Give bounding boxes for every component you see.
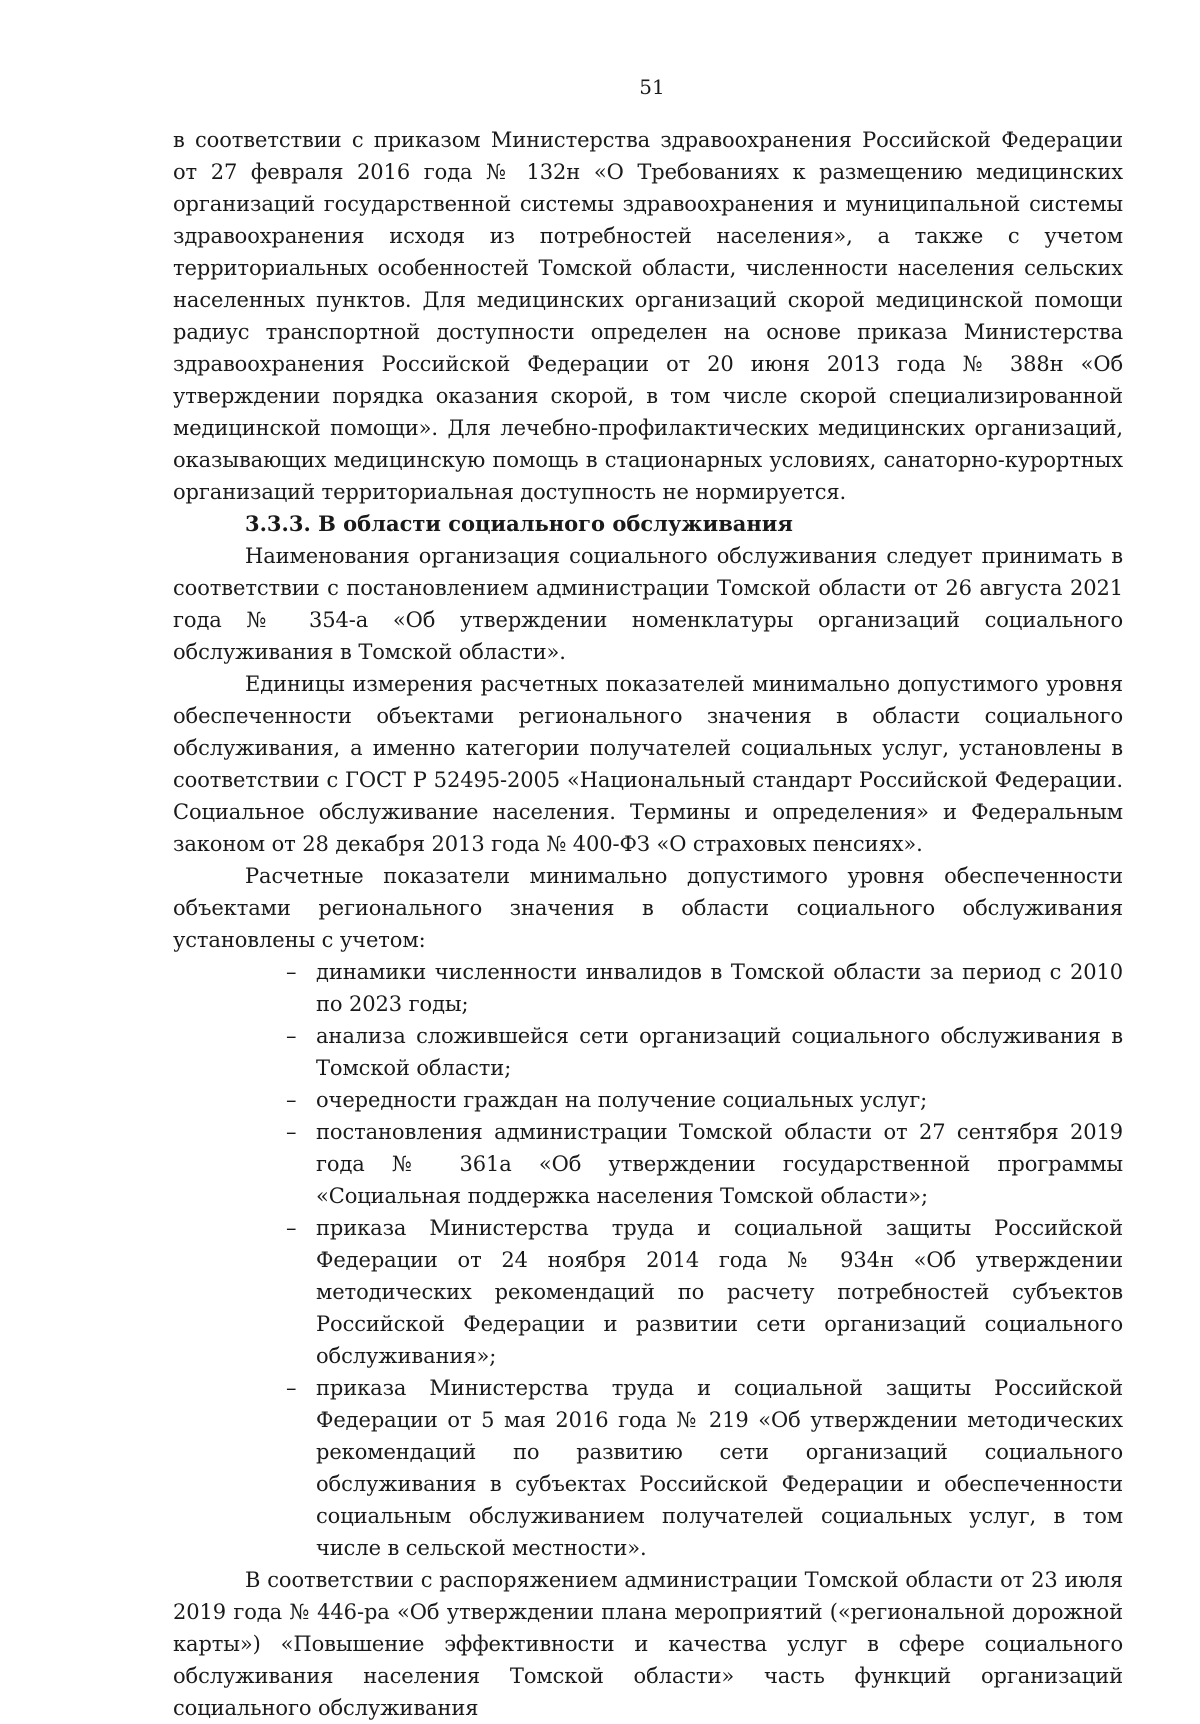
considerations-list <box>173 956 1123 1564</box>
paragraph-measurement-units: Единицы измерения расчетных показателей минимально допустимого уровня обеспеченности объектами регионального значения в области социального обслуживания, а именно категории получателей социальных услуг, установлены в соответствии с ГОСТ Р 52495-2005 «Национальный стандарт Российской Федерации. Социальное обслуживание населения. Термины и определения» и Федеральным законом от 28 декабря 2013 года № 400-ФЗ «О страховых пенсиях». <box>173 672 1123 856</box>
paragraph-medical-orders: в соответствии с приказом Министерства здравоохранения Российской Федерации от 27 февраля 2016 года № 132н «О Требованиях к размещению медицинских организаций государственной системы здравоохранения и муниципальной системы здравоохранения исходя из потребностей населения», а также с учетом территориальных особенностей Томской области, численности населения сельских населенных пунктов. Для медицинских организаций скорой медицинской помощи радиус транспортной доступности определен на основе приказа Министерства здравоохранения Российской Федерации от 20 июня 2013 года № 388н «Об утверждении порядка оказания скорой, в том числе скорой специализированной медицинской помощи». Для лечебно-профилактических медицинских организаций, оказывающих медицинскую помощь в стационарных условиях, санаторно-курортных организаций территориальная доступность не нормируется. <box>173 128 1123 504</box>
list-item <box>286 1372 1123 1564</box>
section-heading-social-services: 3.3.3. В области социального обслуживания <box>245 511 793 536</box>
list-dash: – <box>286 960 297 984</box>
list-item-text: очередности граждан на получение социальных услуг; <box>316 1088 928 1112</box>
paragraph-naming-organizations: Наименования организация социального обслуживания следует принимать в соответствии с постановлением администрации Томской области от 26 августа 2021 года № 354-а «Об утверждении номенклатуры организаций социального обслуживания в Томской области». <box>173 544 1123 664</box>
list-dash: – <box>286 1024 297 1048</box>
list-item-text: постановления администрации Томской области от 27 сентября 2019 года № 361а «Об утверждении государственной программы «Социальная поддержка населения Томской области»; <box>316 1120 1123 1208</box>
list-dash: – <box>286 1088 297 1112</box>
list-item <box>286 1020 1123 1084</box>
list-item-text: приказа Министерства труда и социальной защиты Российской Федерации от 24 ноября 2014 года № 934н «Об утверждении методических рекомендаций по расчету потребностей субъектов Российской Федерации и развитии сети организаций социального обслуживания»; <box>316 1216 1123 1368</box>
list-item <box>286 1116 1123 1212</box>
paragraph-indicators-intro: Расчетные показатели минимально допустимого уровня обеспеченности объектами регионального значения в области социального обслуживания установлены с учетом: <box>173 864 1123 952</box>
list-item <box>286 956 1123 1020</box>
list-item-text: приказа Министерства труда и социальной защиты Российской Федерации от 5 мая 2016 года № 219 «Об утверждении методических рекомендаций по развитию сети организаций социального обслуживания в субъектах Российской Федерации и обеспеченности социальным обслуживанием получателей социальных услуг, в том числе в сельской местности». <box>316 1376 1123 1560</box>
list-dash: – <box>286 1376 297 1400</box>
paragraph-roadmap: В соответствии с распоряжением администрации Томской области от 23 июля 2019 года № 446-ра «Об утверждении плана мероприятий («региональной дорожной карты») «Повышение эффективности и качества услуг в сфере социального обслуживания населения Томской области» часть функций организаций социального обслуживания <box>173 1568 1123 1720</box>
list-item-text: динамики численности инвалидов в Томской области за период с 2010 по 2023 годы; <box>316 960 1123 1016</box>
page-number: 51 <box>639 75 665 99</box>
list-dash: – <box>286 1120 297 1144</box>
list-item <box>286 1084 1123 1116</box>
list-dash: – <box>286 1216 297 1240</box>
document-page <box>173 72 1123 1724</box>
list-item-text: анализа сложившейся сети организаций социального обслуживания в Томской области; <box>316 1024 1123 1080</box>
list-item <box>286 1212 1123 1372</box>
